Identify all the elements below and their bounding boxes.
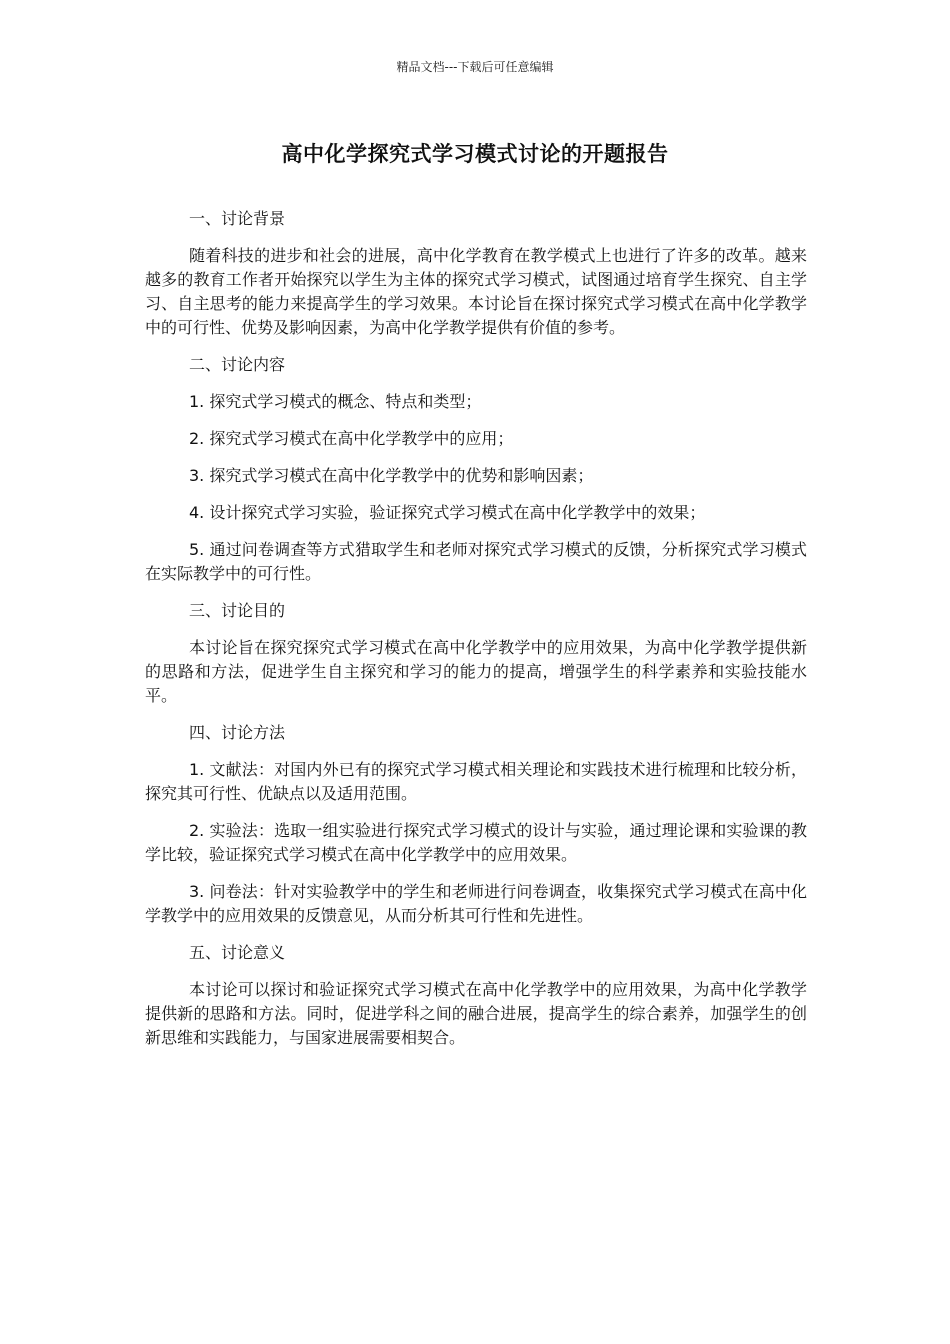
content-item-4: 4. 设计探究式学习实验，验证探究式学习模式在高中化学教学中的效果； — [189, 503, 706, 522]
section-heading-content: 二、讨论内容 — [189, 355, 286, 374]
background-paragraph: 随着科技的进步和社会的进展，高中化学教育在教学模式上也进行了许多的改革。越来越多的教育工作者开始探究以学生为主体的探究式学习模式，试图通过培育学生探究、自主学习、自主思考的能力来提高学生的学习效果。本讨论旨在探讨探究式学习模式在高中化学教学中的可行性、优势及影响因素，为高中化学教学提供有价值的参考。 — [145, 246, 807, 337]
section-heading-methods: 四、讨论方法 — [189, 723, 286, 742]
section-heading-background: 一、讨论背景 — [189, 209, 286, 228]
significance-paragraph: 本讨论可以探讨和验证探究式学习模式在高中化学教学中的应用效果，为高中化学教学提供新的思路和方法。同时，促进学科之间的融合进展，提高学生的综合素养，加强学生的创新思维和实践能力，与国家进展需要相契合。 — [145, 980, 807, 1047]
method-item-1: 1. 文献法：对国内外已有的探究式学习模式相关理论和实践技术进行梳理和比较分析，探究其可行性、优缺点以及适用范围。 — [145, 760, 807, 803]
method-item-3: 3. 问卷法：针对实验教学中的学生和老师进行问卷调查，收集探究式学习模式在高中化学教学中的应用效果的反馈意见，从而分析其可行性和先进性。 — [145, 882, 807, 925]
page-header: 精品文档---下载后可任意编辑 — [396, 60, 554, 74]
document-title: 高中化学探究式学习模式讨论的开题报告 — [281, 142, 669, 166]
method-item-2: 2. 实验法：选取一组实验进行探究式学习模式的设计与实验，通过理论课和实验课的教学比较，验证探究式学习模式在高中化学教学中的应用效果。 — [145, 821, 807, 864]
purpose-paragraph: 本讨论旨在探究探究式学习模式在高中化学教学中的应用效果，为高中化学教学提供新的思路和方法，促进学生自主探究和学习的能力的提高，增强学生的科学素养和实验技能水平。 — [145, 638, 807, 705]
content-item-3: 3. 探究式学习模式在高中化学教学中的优势和影响因素； — [189, 466, 594, 485]
content-item-2: 2. 探究式学习模式在高中化学教学中的应用； — [189, 429, 514, 448]
content-item-5: 5. 通过问卷调查等方式猎取学生和老师对探究式学习模式的反馈，分析探究式学习模式在实际教学中的可行性。 — [145, 540, 807, 583]
section-heading-purpose: 三、讨论目的 — [189, 601, 286, 620]
section-heading-significance: 五、讨论意义 — [189, 943, 286, 962]
content-item-1: 1. 探究式学习模式的概念、特点和类型； — [189, 392, 482, 411]
document-body — [145, 207, 807, 1063]
